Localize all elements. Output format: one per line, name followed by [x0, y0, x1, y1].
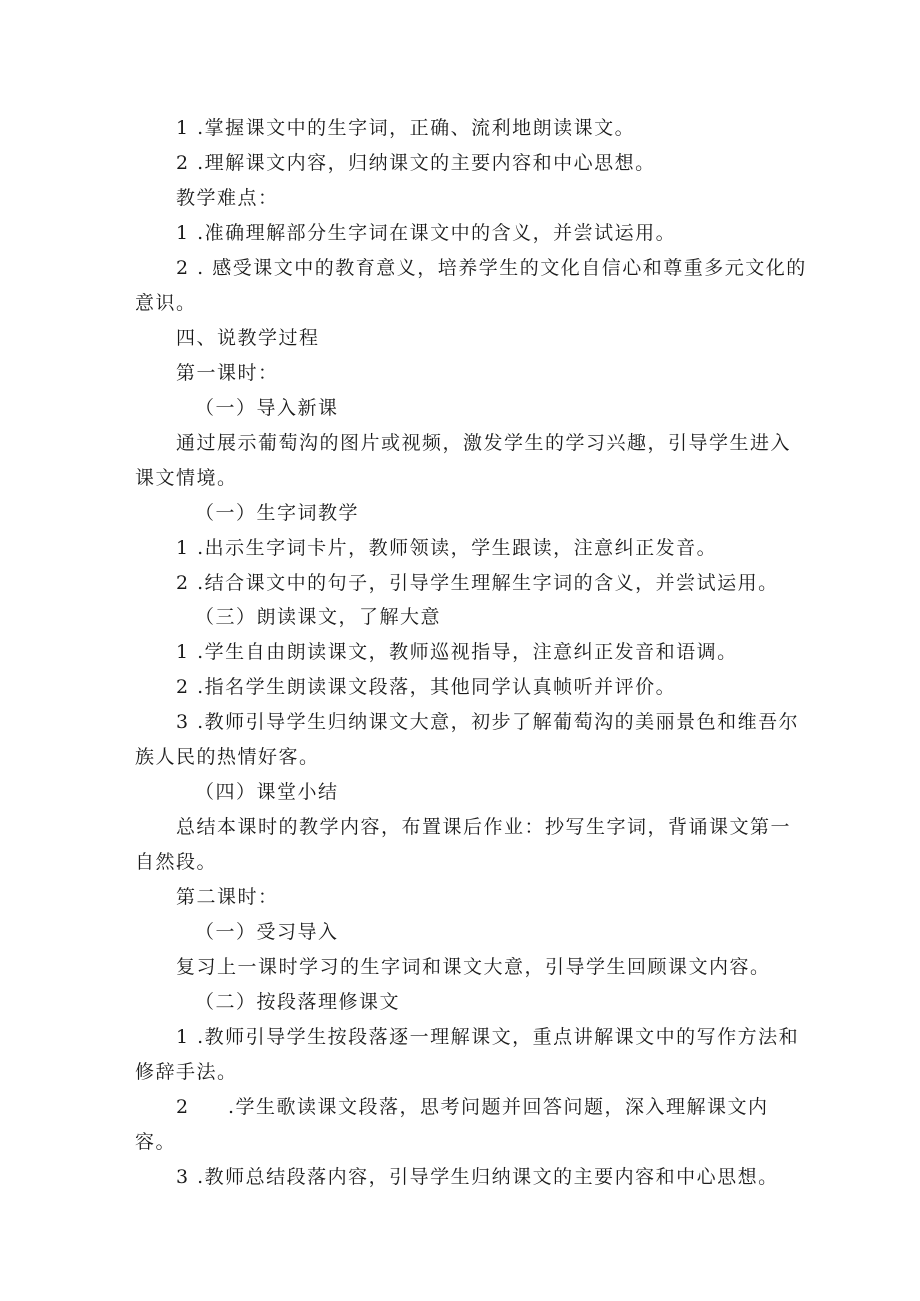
lesson1-section1-text-line-2: 课文情境。	[135, 467, 238, 489]
lesson1-heading: 第一课时：	[176, 362, 279, 384]
difficulty-item-2-line-2: 意识。	[135, 292, 197, 314]
lesson1-section3-item-1: 1 .学生自由朗读课文，教师巡视指导，注意纠正发音和语调。	[176, 641, 738, 663]
process-heading: 四、说教学过程	[176, 327, 320, 349]
lesson2-section2-item-1-line-1: 1 .教师引导学生按段落逐一理解课文，重点讲解课文中的写作方法和	[176, 1026, 800, 1048]
lesson2-section1-title: （一）受习导入	[195, 921, 339, 943]
difficulty-item-1: 1 .准确理解部分生字词在课文中的含义，并尝试运用。	[176, 222, 677, 244]
goal-item-2: 2 .理解课文内容，归纳课文的主要内容和中心思想。	[176, 152, 656, 174]
difficulties-heading: 教学难点：	[176, 187, 279, 209]
lesson1-section3-item-3-line-2: 族人民的热情好客。	[135, 746, 320, 768]
lesson2-section2-item-2-line-1: .学生歌读课文段落，思考问题并回答问题，深入理解课文内	[228, 1096, 769, 1118]
lesson2-section2-item-3: 3 .教师总结段落内容，引导学生归纳课文的主要内容和中心思想。	[176, 1166, 779, 1188]
lesson1-section1-text-line-1: 通过展示葡萄沟的图片或视频，激发学生的学习兴趣，引导学生进入	[176, 432, 792, 454]
lesson1-section2-item-1: 1 .出示生字词卡片，教师领读，学生跟读，注意纠正发音。	[176, 537, 718, 559]
lesson2-heading: 第二课时：	[176, 886, 279, 908]
lesson2-section2-item-2-line-2: 容。	[135, 1131, 177, 1153]
lesson2-section2-title: （二）按段落理修课文	[195, 991, 401, 1013]
lesson1-section3-item-2: 2 .指名学生朗读课文段落，其他同学认真帧听并评价。	[176, 676, 677, 698]
lesson1-section4-text-line-2: 自然段。	[135, 851, 218, 873]
lesson1-section3-item-3-line-1: 3 .教师引导学生归纳课文大意，初步了解葡萄沟的美丽景色和维吾尔	[176, 711, 800, 733]
lesson1-section1-title: （一）导入新课	[195, 397, 339, 419]
lesson2-section2-item-2-number: 2	[176, 1096, 190, 1118]
goal-item-1: 1 .掌握课文中的生字词，正确、流利地朗读课文。	[176, 117, 636, 139]
lesson2-section2-item-1-line-2: 修辞手法。	[135, 1061, 238, 1083]
lesson1-section2-title: （一）生字词教学	[195, 502, 360, 524]
difficulty-item-2-line-1: 2 . 感受课文中的教育意义，培养学生的文化自信心和尊重多元文化的	[176, 257, 807, 279]
lesson1-section4-title: （四）课堂小结	[195, 781, 339, 803]
lesson1-section3-title: （三）朗读课文，了解大意	[195, 606, 442, 628]
lesson1-section2-item-2: 2 .结合课文中的句子，引导学生理解生字词的含义，并尝试运用。	[176, 572, 779, 594]
lesson1-section4-text-line-1: 总结本课时的教学内容，布置课后作业：抄写生字词，背诵课文第一	[176, 816, 792, 838]
lesson2-section1-text: 复习上一课时学习的生字词和课文大意，引导学生回顾课文内容。	[176, 956, 771, 978]
